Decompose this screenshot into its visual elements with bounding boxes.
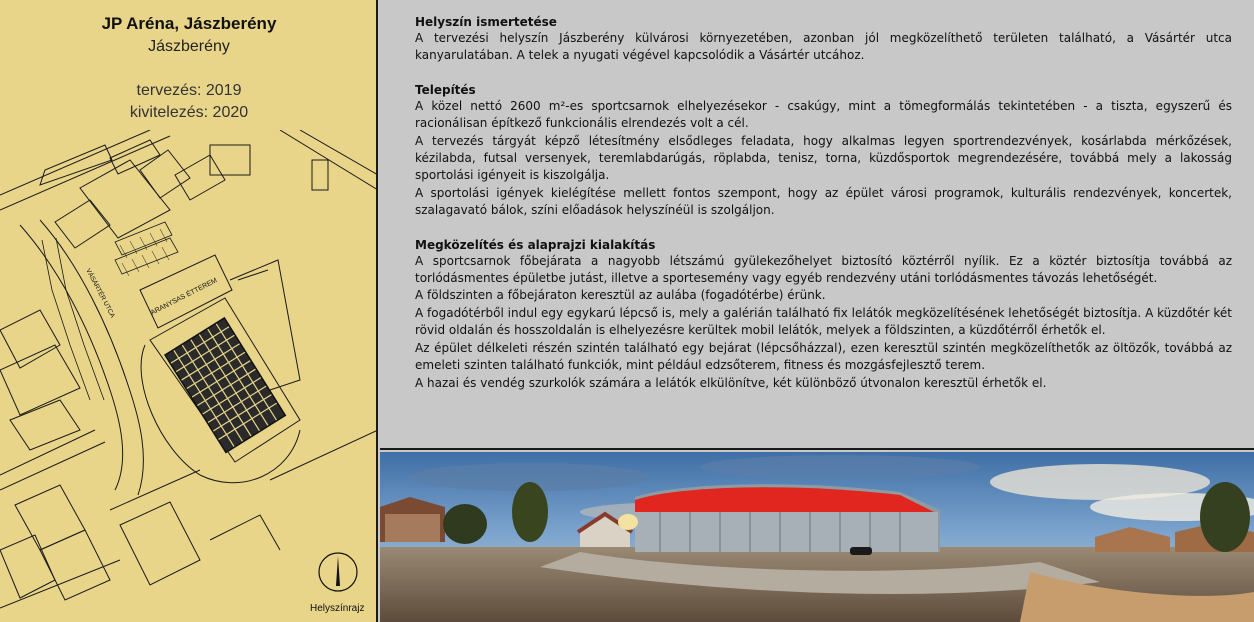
project-title: JP Aréna, Jászberény bbox=[101, 14, 277, 33]
project-city: Jászberény bbox=[148, 38, 230, 55]
north-arrow-icon bbox=[318, 552, 358, 592]
section-paragraph: A közel nettó 2600 m²-es sportcsarnok elhelyezésekor - csakúgy, mint a tömegformálás tekintetében - a tiszta, egyszerű és racionálisan építkező funkcionális elrendezés volt a cél. bbox=[415, 98, 1232, 131]
section-paragraph: A fogadótérből indul egy egykarú lépcső is, mely a galérián található fix lelátók megközelítésének lehetőségét biztosítja. A küzdőtér két rövid oldalán és hosszoldalán is elhelyezésre kerültek mobil lelátók, melyek a földszinten, a küzdőtérről érhetők el. bbox=[415, 305, 1232, 338]
section-paragraph: A földszinten a főbejáraton keresztül az aulába (fogadótérbe) érünk. bbox=[415, 288, 826, 303]
section-site bbox=[415, 14, 1232, 65]
arena-panorama-photo bbox=[380, 452, 1254, 622]
build-year: kivitelezés: 2020 bbox=[129, 104, 249, 121]
section-access bbox=[415, 237, 1232, 392]
description-panel bbox=[380, 0, 1254, 450]
project-info-panel bbox=[0, 0, 378, 622]
section-paragraph: A sportolási igények kielégítése mellett fontos szempont, hogy az épület városi programok, kulturális rendezvények, koncertek, szalagavató bálok, színi előadások helyszínéül is szolgáljon. bbox=[415, 185, 1232, 218]
street-label: VÁSÁRTÉR UTCA bbox=[84, 267, 116, 319]
section-placement bbox=[415, 82, 1232, 220]
site-plan-drawing bbox=[0, 130, 378, 622]
section-paragraph: Az épület délkeleti részén szintén található egy bejárat (lépcsőházzal), ezen keresztül szintén megközelíthetők az öltözők, továbbá az emeleti szinten található funkciók, mint például edzsőterem, fitness és mozgásfejlesztő terem. bbox=[415, 340, 1232, 373]
section-heading: Megközelítés és alaprajzi kialakítás bbox=[415, 237, 656, 252]
section-paragraph: A sportcsarnok főbejárata a nagyobb létszámú gyülekezőhelyet biztosító köztérről nyílik. Ez a köztér biztosítja továbbá az torlódásmentes épületbe jutást, illetve a sportesemény vagy egyéb rendezvény utáni torlódásmentes távozás lehetőségét. bbox=[415, 253, 1232, 286]
section-paragraph: A hazai és vendég szurkolók számára a lelátók elkülönítve, két különböző útvonalon keresztül érhetők el. bbox=[415, 375, 1047, 390]
section-heading: Telepítés bbox=[415, 82, 476, 97]
section-paragraph: A tervezési helyszín Jászberény külvárosi környezetében, azonban jól megközelíthető területen található, a Vásártér utca kanyarulatában. A telek a nyugati végével kapcsolódik a Vásártér utcához. bbox=[415, 31, 1232, 63]
site-plan-caption: Helyszínrajz bbox=[310, 603, 365, 614]
section-heading: Helyszín ismertetése bbox=[415, 15, 557, 29]
section-paragraph: A tervezés tárgyát képző létesítmény elsődleges feladata, hogy alkalmas legyen sportrendezvények, kosárlabda mérkőzések, kézilabda, futsal versenyek, teremlabdarúgás, röplabda, tenisz, torna, küzdősportok megrendezésére, továbbá mely a lakosság sportolási igényeit is kiszolgálja. bbox=[415, 133, 1232, 183]
design-year: tervezés: 2019 bbox=[136, 82, 242, 99]
restaurant-label: ARANYSAS ÉTTEREM bbox=[149, 277, 219, 317]
